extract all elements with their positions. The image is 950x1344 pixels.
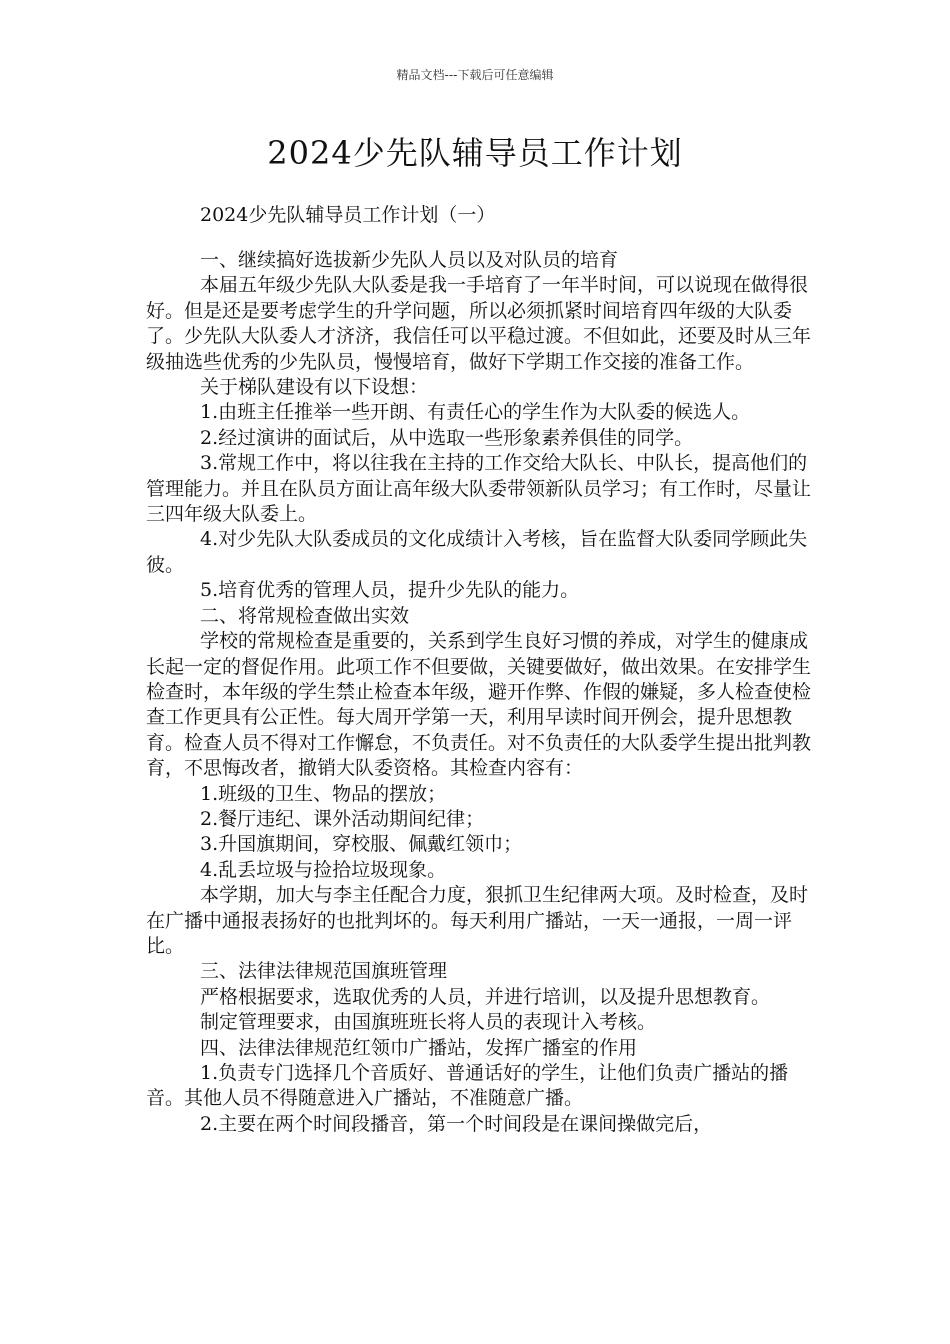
- heading-section-1: 一、继续搞好选拔新少先队人员以及对队员的培育: [200, 249, 619, 271]
- document-body: [146, 248, 822, 1137]
- page-header-note: 精品文档---下载后可任意编辑: [396, 68, 554, 82]
- list-item: 4.对少先队大队委成员的文化成绩计入考核，旨在监督大队委同学顾此失彼。: [146, 528, 808, 576]
- paragraph: 制定管理要求，由国旗班班长将人员的表现计入考核。: [200, 1011, 657, 1034]
- paragraph: 关于梯队建设有以下设想：: [200, 376, 429, 399]
- paragraph: 本学期，加大与李主任配合力度，狠抓卫生纪律两大项。及时检查，及时在广播中通报表扬好的也批判坏的。每天利用广播站，一天一通报，一周一评比。: [146, 884, 809, 957]
- heading-section-2: 二、将常规检查做出实效: [200, 604, 410, 627]
- list-item: 2.主要在两个时间段播音，第一个时间段是在课间操做完后，: [200, 1112, 713, 1135]
- list-item: 4.乱丢垃圾与捡拾垃圾现象。: [200, 858, 447, 881]
- list-item: 3.常规工作中，将以往我在主持的工作交给大队长、中队长，提高他们的管理能力。并且在队员方面让高年级大队委带领新队员学习；有工作时，尽量让三四年级大队委上。: [146, 452, 812, 526]
- list-item: 2.经过演讲的面试后，从中选取一些形象素养俱佳的同学。: [200, 426, 694, 449]
- list-item: 2.餐厅违纪、课外活动期间纪律；: [200, 807, 485, 830]
- section-subtitle: 2024少先队辅导员工作计划（一）: [200, 204, 496, 226]
- heading-section-3: 三、法律法律规范国旗班管理: [200, 960, 448, 983]
- list-item: 5.培育优秀的管理人员，提升少先队的能力。: [200, 579, 580, 602]
- list-item: 3.升国旗期间，穿校服、佩戴红领巾；: [200, 833, 523, 856]
- paragraph: 本届五年级少先队大队委是我一手培育了一年半时间，可以说现在做得很好。但是还是要考虑学生的升学问题，所以必须抓紧时间培育四年级的大队委了。少先队大队委人才济济，我信任可以平稳过渡。不但如此，还要及时从三年级抽选些优秀的少先队员，慢慢培育，做好下学期工作交接的准备工作。: [146, 274, 812, 373]
- paragraph: 严格根据要求，选取优秀的人员，并进行培训，以及提升思想教育。: [200, 985, 771, 1008]
- document-title: 2024少先队辅导员工作计划: [267, 134, 683, 172]
- heading-section-4: 四、法律法律规范红领巾广播站，发挥广播室的作用: [200, 1036, 638, 1059]
- paragraph: 学校的常规检查是重要的，关系到学生良好习惯的养成，对学生的健康成长起一定的督促作用。此项工作不但要做，关键要做好，做出效果。在安排学生检查时，本年级的学生禁止检查本年级，避开作弊、作假的嫌疑，多人检查使检查工作更具有公正性。每大周开学第一天，利用早读时间开例会，提升思想教育。检查人员不得对工作懈怠，不负责任。对不负责任的大队委学生提出批判教育，不思悔改者，撤销大队委资格。其检查内容有：: [146, 630, 812, 780]
- list-item: 1.班级的卫生、物品的摆放；: [200, 782, 447, 805]
- list-item: 1.负责专门选择几个音质好、普通话好的学生，让他们负责广播站的播音。其他人员不得随意进入广播站，不准随意广播。: [146, 1062, 789, 1110]
- list-item: 1.由班主任推举一些开朗、有责任心的学生作为大队委的候选人。: [200, 401, 751, 424]
